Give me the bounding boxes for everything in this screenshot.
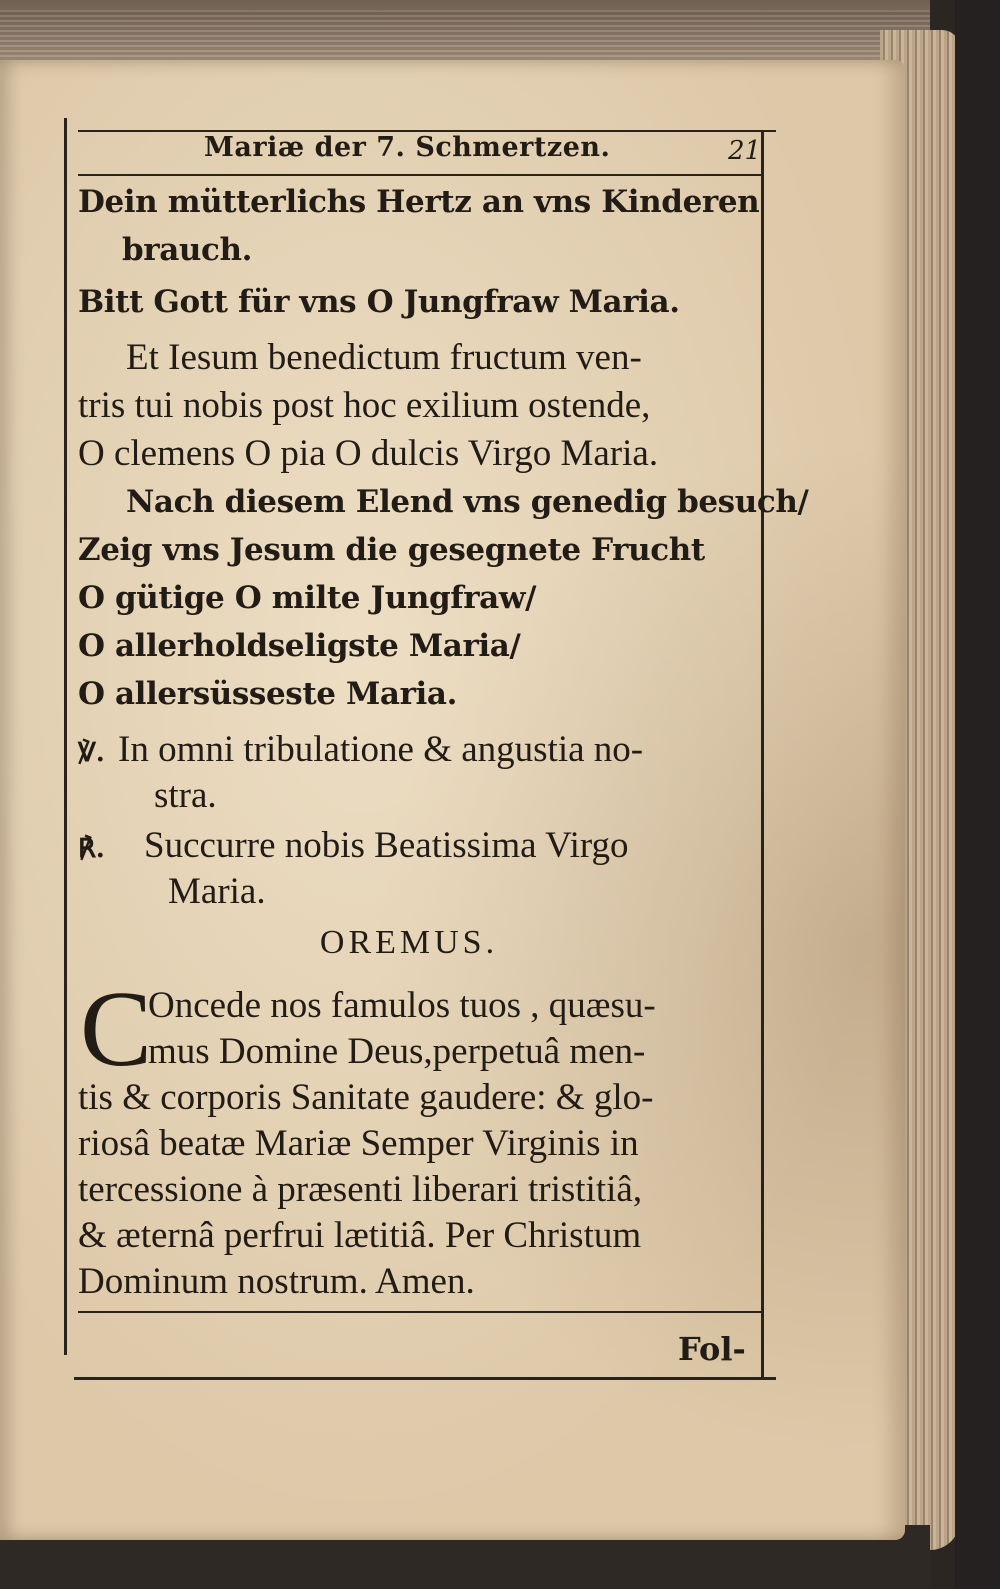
text-line: tercessione à præsenti liberari tristitiâ, [78, 1169, 643, 1210]
text-line: riosâ beatæ Mariæ Semper Virginis in [78, 1123, 639, 1164]
versicle-mark: ℣. [78, 738, 105, 768]
frame-rule-right [761, 130, 764, 1380]
text-line: Oncede nos famulos tuos , quæsu- [148, 985, 656, 1026]
frame-rule-bottom [74, 1377, 776, 1380]
text-line: tris tui nobis post hoc exilium ostende, [78, 385, 651, 426]
text-line: Dein mütterlichs Hertz an vns Kinderen [78, 184, 760, 220]
response-line [78, 824, 629, 867]
prayer-heading: OREMUS. [319, 924, 499, 961]
text-line: Zeig vns Jesum die gesegnete Frucht [78, 532, 705, 568]
text-line: mus Domine Deus,perpetuâ men- [148, 1031, 646, 1072]
text-line: Nach diesem Elend vns genedig besuch/ [126, 484, 809, 520]
text-line: Maria. [168, 871, 266, 912]
text-line: tis & corporis Sanitate gaudere: & glo- [78, 1077, 654, 1118]
versicle-text: In omni tribulatione & angustia no- [118, 729, 644, 770]
header-rule [78, 174, 762, 176]
text-line: Et Iesum benedictum fructum ven- [126, 337, 642, 378]
text-line: O allerholdseligste Maria/ [78, 628, 521, 664]
catchword: Fol- [678, 1330, 746, 1368]
text-line: stra. [154, 775, 217, 816]
text-line: O allersüsseste Maria. [78, 676, 457, 712]
page-number: 21 [728, 136, 762, 166]
text-line: & æternâ perfrui lætitiâ. Per Christum [78, 1215, 642, 1256]
background-right [955, 0, 1000, 1589]
frame-rule-left [64, 118, 67, 1355]
versicle-line [78, 728, 643, 771]
text-line: Dominum nostrum. Amen. [78, 1261, 475, 1302]
text-line: brauch. [122, 232, 253, 268]
text-line: O gütige O milte Jungfraw/ [78, 580, 537, 616]
text-frame [64, 118, 809, 1380]
footer-rule [78, 1311, 762, 1313]
running-head: Mariæ der 7. Schmertzen. [204, 132, 611, 163]
text-line: O clemens O pia O dulcis Virgo Maria. [78, 433, 659, 474]
drop-cap: C [80, 970, 153, 1089]
text-line: Bitt Gott für vns O Jungfraw Maria. [78, 284, 680, 320]
response-text: Succurre nobis Beatissima Virgo [144, 825, 629, 866]
response-mark: ℟. [78, 834, 105, 864]
